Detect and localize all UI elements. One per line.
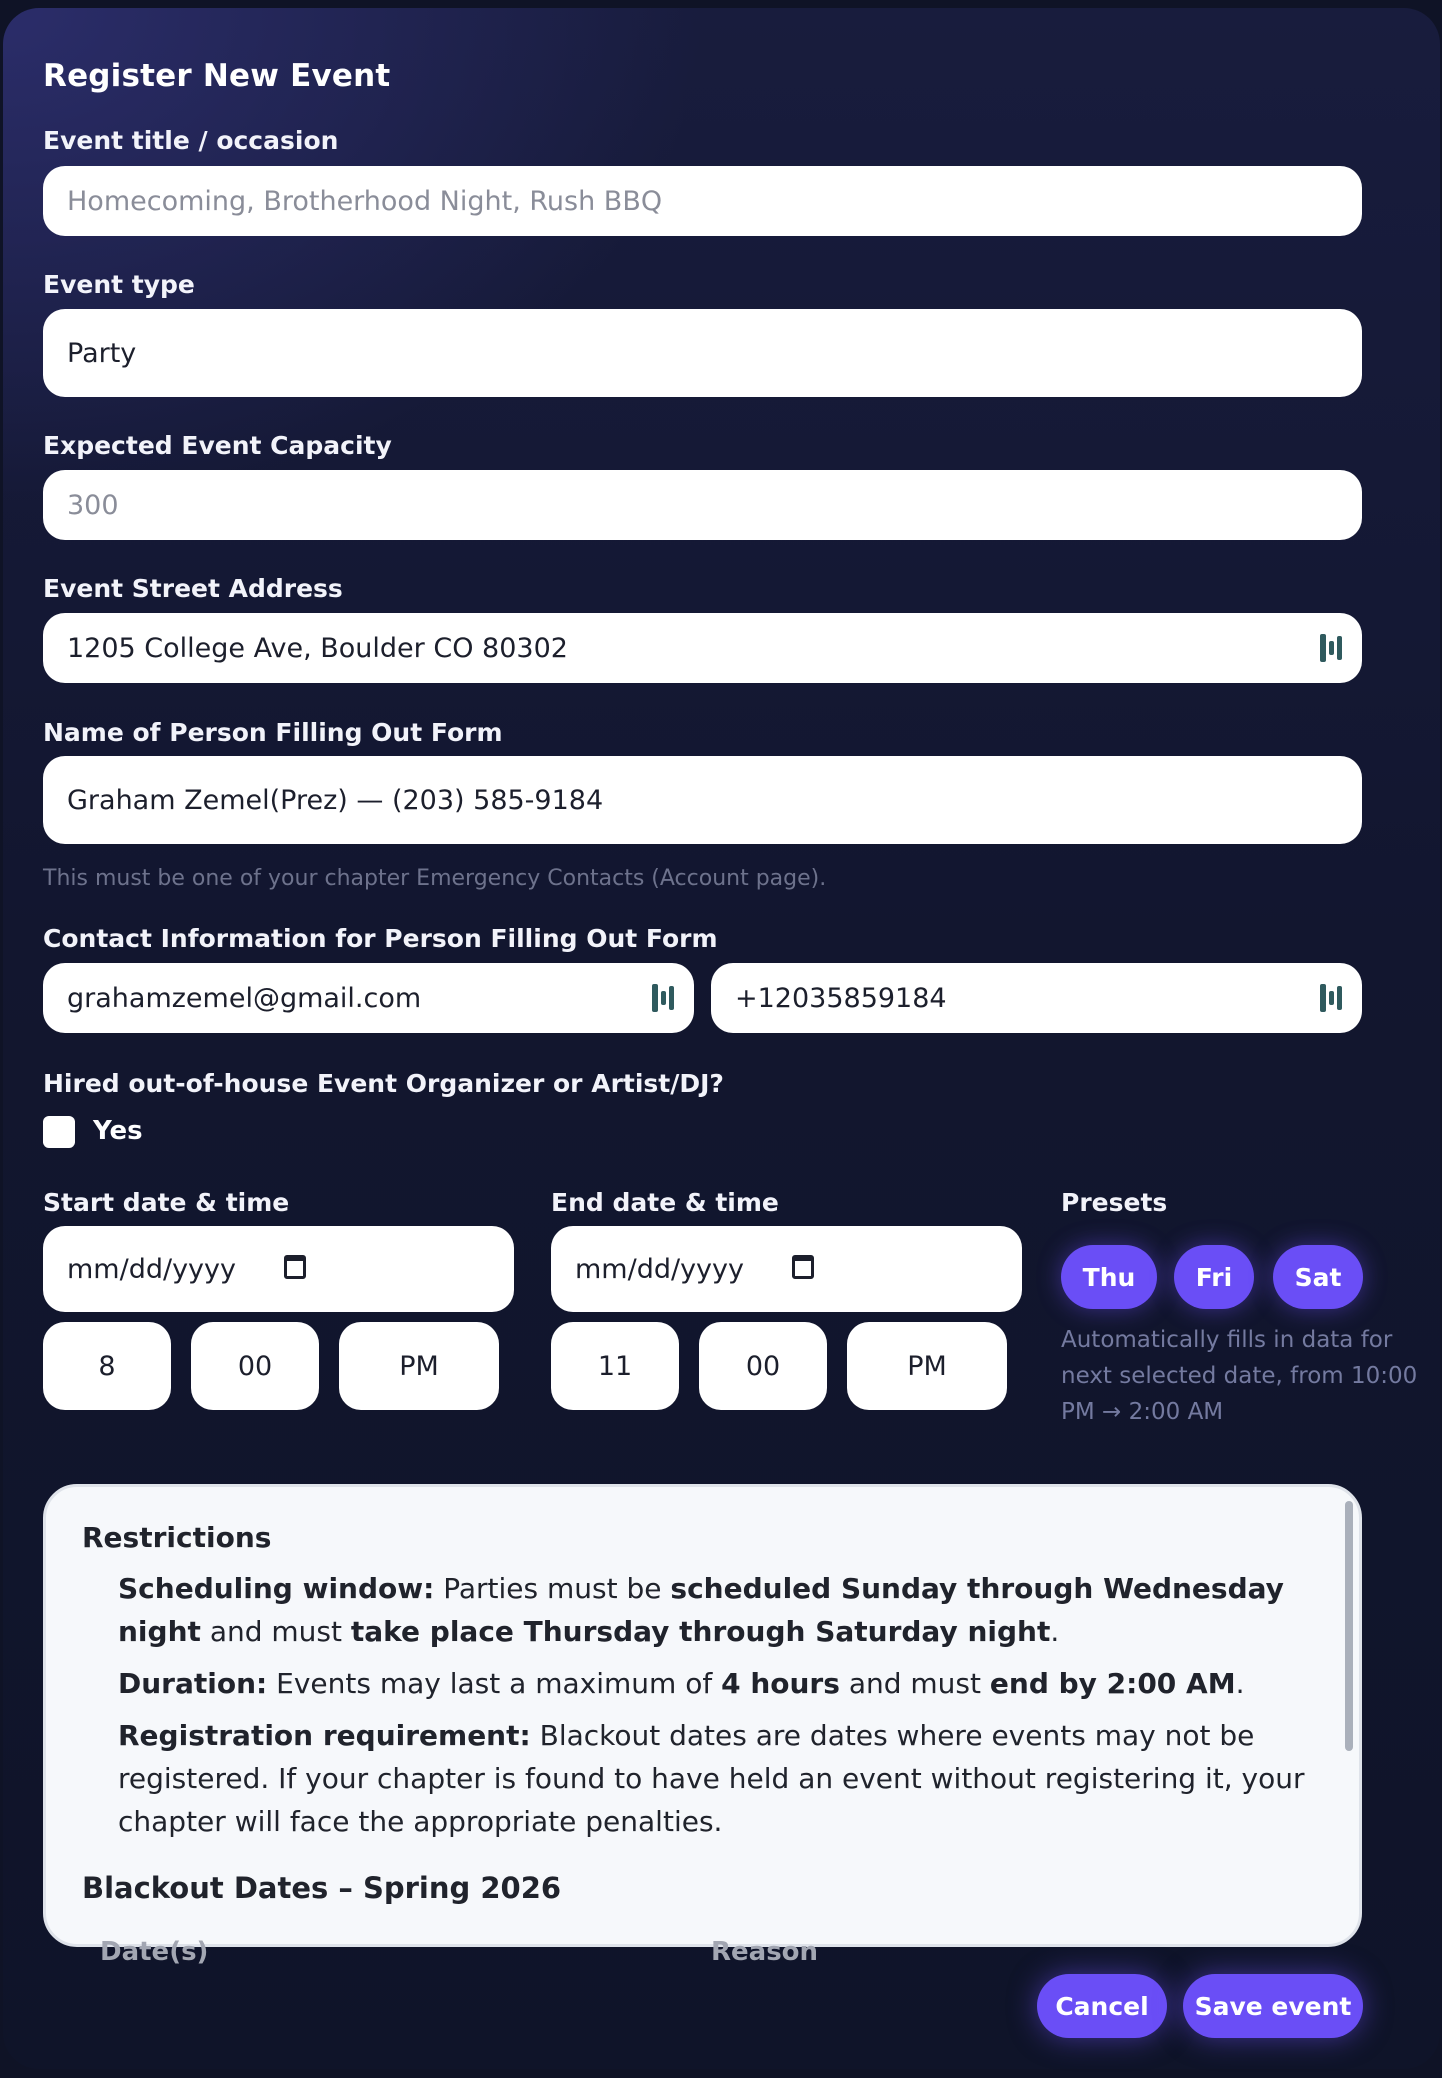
restriction-registration: Registration requirement: Blackout dates are dates where events may not be registered. If your chapter is found to have held an event without registering it, your chapter will face the appropriate penalties. (118, 1719, 1305, 1838)
contact-phone-input[interactable] (711, 963, 1362, 1033)
event-type-label: Event type (43, 270, 195, 299)
event-type-value: Party (67, 337, 137, 369)
event-type-select[interactable] (43, 309, 1362, 397)
start-hour-select[interactable]: 8 (43, 1322, 171, 1410)
capacity-placeholder: 300 (67, 489, 119, 521)
modal-title: Register New Event (43, 58, 391, 94)
hired-organizer-option-label[interactable]: Yes (93, 1116, 143, 1146)
address-label: Event Street Address (43, 574, 343, 603)
end-date-placeholder: mm/dd/yyyy (575, 1253, 744, 1285)
contact-email-input[interactable] (43, 963, 694, 1033)
capacity-label: Expected Event Capacity (43, 431, 392, 460)
restrictions-panel[interactable] (43, 1484, 1362, 1967)
blackout-dates-heading: Blackout Dates – Spring 2026 (82, 1871, 562, 1905)
end-ampm-select[interactable]: PM (847, 1322, 1007, 1410)
save-event-button[interactable]: Save event (1183, 1974, 1363, 2038)
start-date-placeholder: mm/dd/yyyy (67, 1253, 236, 1285)
cancel-button[interactable]: Cancel (1037, 1974, 1167, 2038)
calendar-icon[interactable] (284, 1255, 306, 1279)
restriction-scheduling: Scheduling window: Parties must be scheduled Sunday through Wednesday night and must take place Thursday through Saturday night. (118, 1572, 1284, 1648)
password-manager-icon[interactable] (1320, 632, 1346, 664)
end-hour-select[interactable]: 11 (551, 1322, 679, 1410)
preset-thu-button[interactable]: Thu (1061, 1245, 1157, 1309)
blackout-table-header-reason: Reason (711, 1937, 819, 1967)
start-ampm-select[interactable]: PM (339, 1322, 499, 1410)
filler-name-value: Graham Zemel(Prez) — (203) 585-9184 (67, 784, 604, 816)
event-title-placeholder: Homecoming, Brotherhood Night, Rush BBQ (67, 185, 663, 217)
calendar-icon[interactable] (792, 1255, 814, 1279)
restrictions-scrollbar[interactable] (1345, 1501, 1353, 1751)
hired-organizer-label: Hired out-of-house Event Organizer or Artist/DJ? (43, 1069, 724, 1098)
presets-note: Automatically fills in data for next selected date, from 10:00 PM → 2:00 AM (1061, 1327, 1418, 1425)
end-minute-select[interactable]: 00 (699, 1322, 827, 1410)
start-date-input[interactable] (43, 1226, 514, 1312)
filler-name-select[interactable] (43, 756, 1362, 844)
blackout-table-header-dates: Date(s) (100, 1937, 209, 1967)
address-input[interactable] (43, 613, 1362, 683)
contact-label: Contact Information for Person Filling Out Form (43, 924, 718, 953)
capacity-input[interactable] (43, 470, 1362, 540)
event-title-label: Event title / occasion (43, 126, 339, 155)
start-datetime-label: Start date & time (43, 1188, 290, 1217)
register-event-modal (3, 8, 1440, 2069)
contact-email-value: grahamzemel@gmail.com (67, 982, 422, 1014)
password-manager-icon[interactable] (1320, 982, 1346, 1014)
preset-fri-button[interactable]: Fri (1174, 1245, 1254, 1309)
address-value: 1205 College Ave, Boulder CO 80302 (67, 632, 568, 664)
restrictions-heading: Restrictions (82, 1521, 272, 1554)
start-minute-select[interactable]: 00 (191, 1322, 319, 1410)
contact-phone-value: +12035859184 (735, 982, 947, 1014)
presets-label: Presets (1061, 1188, 1168, 1217)
filler-name-label: Name of Person Filling Out Form (43, 718, 503, 747)
filler-name-hint: This must be one of your chapter Emergency Contacts (Account page). (43, 866, 827, 891)
restriction-duration: Duration: Events may last a maximum of 4 hours and must end by 2:00 AM. (118, 1667, 1245, 1700)
password-manager-icon[interactable] (652, 982, 678, 1014)
hired-organizer-checkbox[interactable] (43, 1116, 75, 1148)
event-title-input[interactable] (43, 166, 1362, 236)
preset-sat-button[interactable]: Sat (1273, 1245, 1363, 1309)
end-date-input[interactable] (551, 1226, 1022, 1312)
end-datetime-label: End date & time (551, 1188, 779, 1217)
